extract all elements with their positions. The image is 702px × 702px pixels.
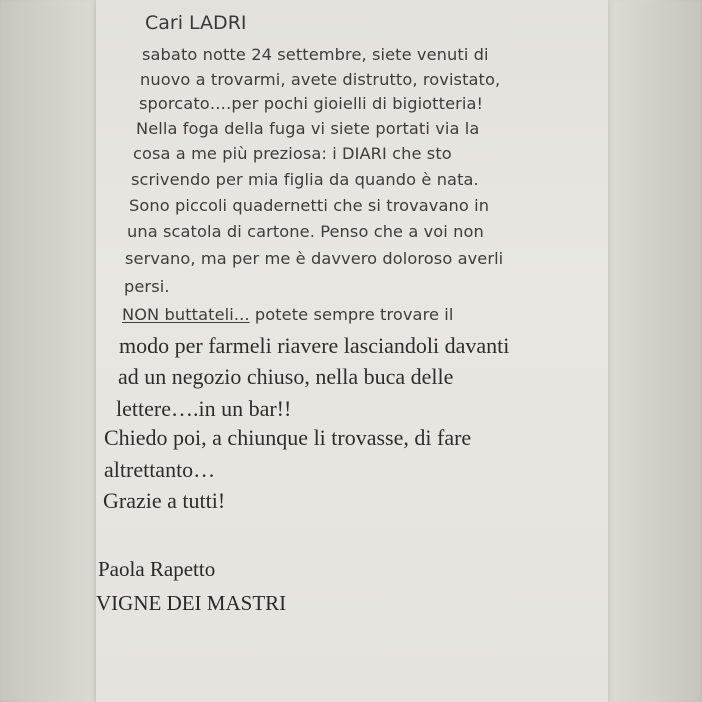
letter-line: scrivendo per mia figlia da quando è nata. [131,170,479,189]
letter-line: Sono piccoli quadernetti che si trovavano in [129,196,490,215]
letter-line: Chiedo poi, a chiunque li trovasse, di fare [104,425,472,450]
letter-paper [96,0,608,702]
blurred-border-left [0,0,96,702]
letter-line: nuovo a trovarmi, avete distrutto, rovistato, [140,70,501,89]
letter-line-continuation: potete sempre trovare il [249,305,454,324]
signature-name: Paola Rapetto [98,557,216,581]
letter-line: lettere….in un bar!! [116,396,292,421]
letter-line: persi. [124,277,170,296]
letter-line: sporcato….per pochi gioielli di bigiotteria! [139,94,484,113]
letter-line: cosa a me più preziosa: i DIARI che sto [133,144,452,163]
letter-line: una scatola di cartone. Penso che a voi non [127,222,484,241]
letter-line: servano, ma per me è davvero doloroso averli [125,249,504,268]
letter-line: Nella foga della fuga vi siete portati via la [136,119,480,138]
letter-line: Grazie a tutti! [103,488,226,513]
underlined-phrase: NON buttateli... [122,305,250,324]
letter-line: modo per farmeli riavere lasciandoli davanti [119,333,510,358]
letter-line: ad un negozio chiuso, nella buca delle [118,364,454,389]
signature-place: VIGNE DEI MASTRI [96,591,287,615]
letter-line-with-underline [122,305,453,324]
letter-line: altrettanto… [104,457,216,482]
letter-line: sabato notte 24 settembre, siete venuti di [142,45,489,64]
blurred-border-right [606,0,702,702]
letter-greeting: Cari LADRI [145,12,247,34]
